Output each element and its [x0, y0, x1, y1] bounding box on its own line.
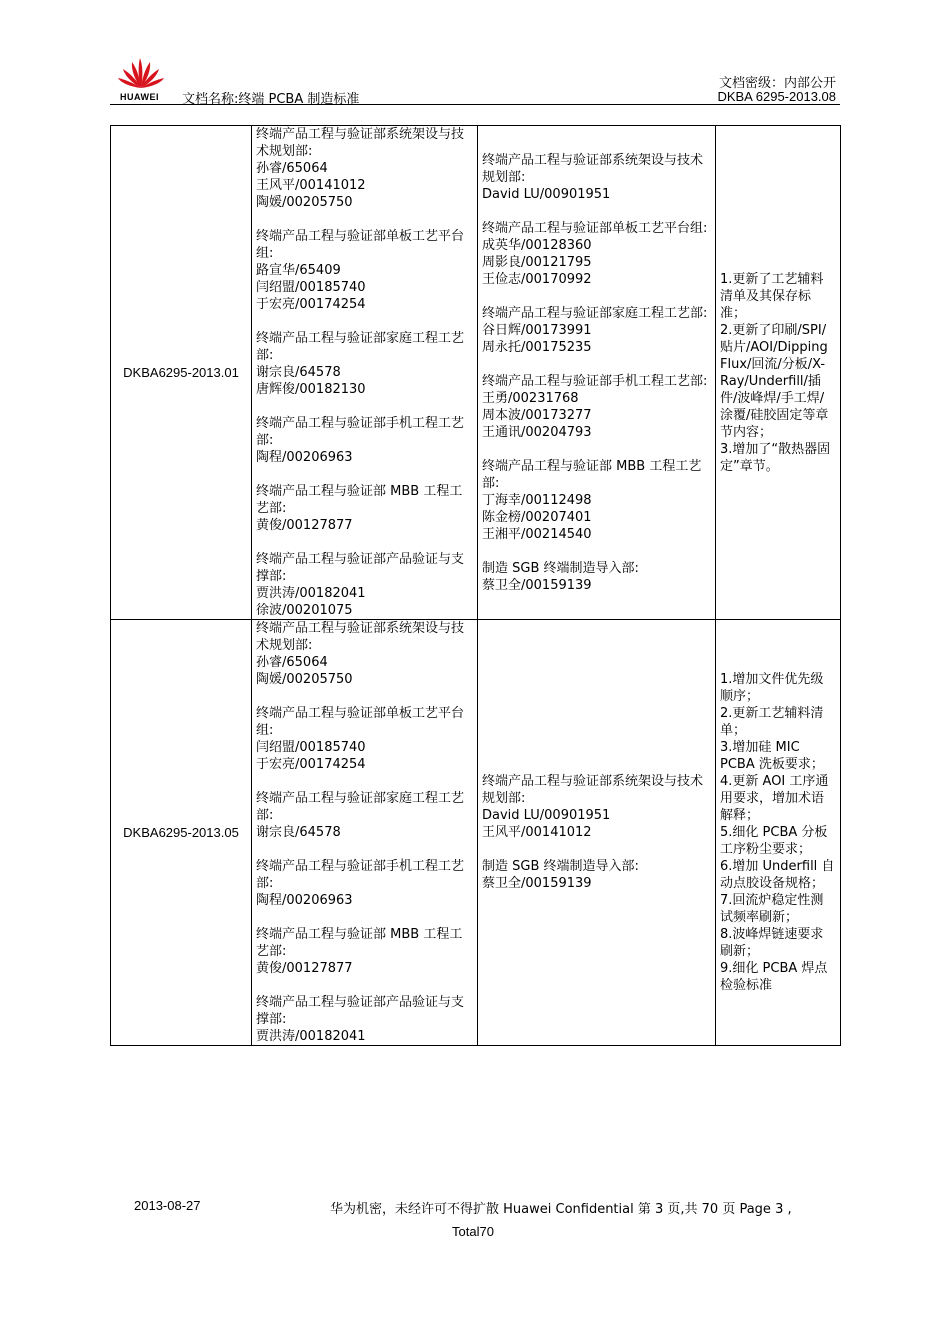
approver-cell [252, 126, 478, 620]
cell-line: 陶媛/00205750 [256, 672, 353, 687]
cell-line: 黄俊/00127877 [256, 961, 353, 976]
cell-block [482, 773, 711, 841]
cell-line: 周影良/00121795 [482, 254, 592, 270]
cell-block [256, 620, 473, 688]
cell-line: David LU/00901951 [482, 186, 611, 202]
cell-line: 王通讯/00204793 [482, 424, 592, 440]
revision-table [110, 125, 841, 1046]
reviewer-cell [478, 620, 716, 1046]
cell-line: 终端产品工程与验证部家庭工程工艺部: [256, 791, 465, 823]
table-row [111, 620, 841, 1046]
cell-block [256, 330, 473, 398]
cell-line: 黄俊/00127877 [256, 518, 353, 533]
cell-line: 王风平/00141012 [256, 178, 366, 193]
version-cell: DKBA6295-2013.01 [111, 126, 252, 620]
cell-line: 终端产品工程与验证部系统架设与技术规划部: [256, 127, 465, 159]
huawei-logo-icon [110, 52, 172, 94]
cell-line: 终端产品工程与验证部系统架设与技术规划部: [256, 621, 465, 653]
version-cell: DKBA6295-2013.05 [111, 620, 252, 1046]
cell-block [482, 220, 711, 288]
cell-line: 1.更新了工艺辅料清单及其保存标准； [720, 271, 824, 321]
cell-block [256, 858, 473, 909]
cell-line: 陶媛/00205750 [256, 195, 353, 210]
cell-line: 唐辉俊/00182130 [256, 382, 366, 397]
cell-line: 终端产品工程与验证部单板工艺平台组: [482, 220, 708, 236]
cell-block [256, 483, 473, 534]
cell-line: 陈金榜/00207401 [482, 509, 592, 525]
cell-line: 终端产品工程与验证部家庭工程工艺部: [256, 331, 465, 363]
cell-line: 1.增加文件优先级顺序； [720, 672, 824, 704]
cell-line: 3.增加了“散热器固定”章节。 [720, 441, 831, 474]
cell-line: 陶程/00206963 [256, 450, 353, 465]
logo-text: HUAWEI [120, 92, 159, 102]
cell-block [256, 994, 473, 1045]
change-description-cell [716, 126, 841, 620]
huawei-logo [110, 52, 172, 104]
page-header [110, 52, 840, 105]
cell-line: 周本波/00173277 [482, 407, 592, 423]
revision-table-body [111, 126, 841, 1046]
cell-line: 贾洪涛/00182041 [256, 1029, 366, 1044]
secret-level: 文档密级：内部公开 [718, 76, 836, 91]
cell-line: 贾洪涛/00182041 [256, 586, 366, 601]
cell-line: 终端产品工程与验证部 MBB 工程工艺部: [482, 458, 702, 491]
cell-line: 7.回流炉稳定性测试频率刷新； [720, 893, 824, 925]
cell-block [256, 705, 473, 773]
cell-line: 于宏亮/00174254 [256, 757, 366, 772]
cell-line: 终端产品工程与验证部手机工程工艺部: [482, 373, 708, 389]
cell-line: 路宣华/65409 [256, 263, 341, 278]
cell-line: 于宏亮/00174254 [256, 297, 366, 312]
cell-block [482, 858, 711, 892]
cell-line: 谢宗良/64578 [256, 365, 341, 380]
cell-block [482, 373, 711, 441]
cell-line: 王勇/00231768 [482, 390, 579, 406]
cell-line: 终端产品工程与验证部 MBB 工程工艺部: [256, 927, 463, 959]
cell-line: 9.细化 PCBA 焊点检验标准 [720, 961, 828, 993]
cell-line: 王风平/00141012 [482, 825, 592, 840]
cell-block [256, 926, 473, 977]
cell-line: 周永托/00175235 [482, 339, 592, 355]
cell-line: 终端产品工程与验证部 MBB 工程工艺部: [256, 484, 463, 516]
cell-line: 孙睿/65064 [256, 161, 328, 176]
cell-block [482, 458, 711, 543]
cell-line: 徐波/00201075 [256, 603, 353, 618]
cell-block [256, 228, 473, 313]
cell-block [482, 152, 711, 203]
cell-line: 蔡卫全/00159139 [482, 577, 592, 593]
cell-line: 4.更新 AOI 工序通用要求，增加术语解释； [720, 774, 829, 823]
cell-line: 丁海幸/00112498 [482, 492, 592, 508]
cell-line: 终端产品工程与验证部手机工程工艺部: [256, 859, 465, 891]
cell-line: 王湘平/00214540 [482, 526, 592, 542]
document-code: DKBA 6295-2013.08 [717, 89, 836, 104]
cell-line: 终端产品工程与验证部单板工艺平台组: [256, 229, 465, 261]
cell-block [256, 790, 473, 841]
cell-line: 成英华/00128360 [482, 237, 592, 253]
footer-date: 2013-08-27 [134, 1198, 201, 1213]
cell-line: 终端产品工程与验证部单板工艺平台组: [256, 706, 465, 738]
cell-line: 谢宗良/64578 [256, 825, 341, 840]
cell-line: 终端产品工程与验证部产品验证与支撑部: [256, 995, 465, 1027]
footer-confidential: 华为机密，未经许可不得扩散 Huawei Confidential 第 3 页,共 70 页 Page 3 , [330, 1202, 792, 1217]
cell-line: 终端产品工程与验证部系统架设与技术规划部: [482, 152, 704, 185]
cell-line: 2.更新了印刷/SPI/贴片/AOI/Dipping Flux/回流/分板/X-Ray/Underfill/插件/波峰焊/手工焊/涂覆/硅胶固定等章节内容； [720, 322, 829, 440]
reviewer-cell [478, 126, 716, 620]
cell-block [720, 271, 836, 475]
cell-line: 制造 SGB 终端制造导入部: [482, 560, 639, 576]
cell-line: 制造 SGB 终端制造导入部: [482, 859, 639, 874]
cell-line: 终端产品工程与验证部手机工程工艺部: [256, 416, 465, 448]
cell-line: 谷日辉/00173991 [482, 322, 592, 338]
change-description-cell [716, 620, 841, 1046]
cell-block [482, 305, 711, 356]
cell-line: 8.波峰焊链速要求刷新； [720, 927, 824, 959]
cell-line: 蔡卫全/00159139 [482, 876, 592, 891]
cell-block [720, 671, 836, 994]
cell-line: 孙睿/65064 [256, 655, 328, 670]
cell-line: 终端产品工程与验证部家庭工程工艺部: [482, 305, 708, 321]
approver-cell [252, 620, 478, 1046]
cell-line: David LU/00901951 [482, 808, 611, 823]
table-row [111, 126, 841, 620]
cell-line: 3.增加硅 MIC PCBA 洗板要求； [720, 740, 824, 772]
cell-line: 陶程/00206963 [256, 893, 353, 908]
cell-line: 闫绍盟/00185740 [256, 280, 366, 295]
cell-line: 5.细化 PCBA 分板工序粉尘要求； [720, 825, 828, 857]
cell-line: 王俭志/00170992 [482, 271, 592, 287]
cell-block [482, 560, 711, 594]
footer-total: Total70 [452, 1224, 494, 1239]
cell-block [256, 551, 473, 619]
cell-line: 2.更新工艺辅料清单； [720, 706, 824, 738]
cell-line: 终端产品工程与验证部产品验证与支撑部: [256, 552, 465, 584]
cell-line: 6.增加 Underfill 自动点胶设备规格； [720, 859, 835, 891]
cell-line: 终端产品工程与验证部系统架设与技术规划部: [482, 774, 704, 806]
document-name: 文档名称:终端 PCBA 制造标准 [182, 92, 360, 107]
cell-line: 闫绍盟/00185740 [256, 740, 366, 755]
cell-block [256, 126, 473, 211]
cell-block [256, 415, 473, 466]
